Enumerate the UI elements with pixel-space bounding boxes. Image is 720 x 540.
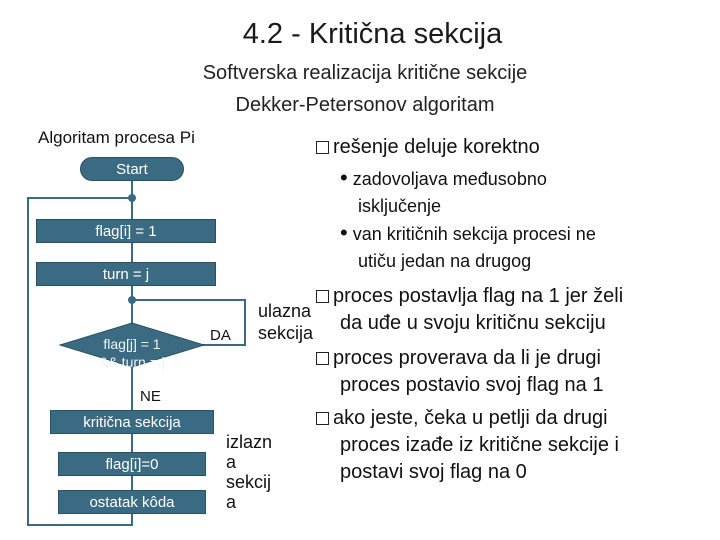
decision-condition (82, 335, 182, 371)
entry-line-1: ulazna (258, 301, 312, 321)
note-1-sub-1: • zadovoljava međusobno isključenje (340, 165, 547, 216)
note-1: rešenje deluje korektno (316, 136, 540, 159)
set-flag-box: flag[i] = 1 (36, 219, 216, 243)
square-bullet-icon (316, 412, 329, 425)
remainder-box: ostatak kôda (58, 490, 206, 514)
exit-line-1: izlazn (226, 432, 273, 452)
no-label: NE (140, 388, 161, 405)
reset-flag-box: flag[i]=0 (58, 452, 206, 476)
set-turn-box: turn = j (36, 262, 216, 286)
entry-line-2: sekcija (258, 323, 314, 343)
yes-label: DA (210, 327, 231, 344)
exit-line-2: a (226, 452, 237, 472)
entry-section-label (258, 300, 313, 344)
square-bullet-icon (316, 141, 329, 154)
algorithm-name: Dekker-Petersonov algoritam (235, 94, 495, 116)
dot-bullet-icon: • (340, 165, 348, 190)
note-4: ako jeste, čeka u petlji da drugi proces izađe iz kritične sekcije i postavi svoj flag na 0 (316, 405, 619, 486)
note-2: proces postavlja flag na 1 jer želi da uđe u svoju kritičnu sekciju (316, 283, 623, 337)
slide-subtitle: Softverska realizacija kritične sekcije (202, 62, 528, 84)
exit-section-label (226, 432, 272, 512)
decision-line-2: && turn = j (99, 354, 165, 370)
start-terminal: Start (80, 157, 184, 181)
note-1-sub-2: • van kritičnih sekcija procesi ne utiču jedan na drugog (340, 220, 596, 271)
dot-bullet-icon: • (340, 220, 348, 245)
note-3: proces proverava da li je drugi proces postavio svoj flag na 1 (316, 345, 604, 399)
square-bullet-icon (316, 352, 329, 365)
flowchart-label: Algoritam procesa Pi (38, 128, 195, 147)
exit-line-3: sekcij (226, 472, 272, 492)
decision-line-1: flag[j] = 1 (103, 336, 161, 352)
slide-title: 4.2 - Kritična sekcija (242, 18, 503, 50)
exit-line-4: a (226, 492, 237, 512)
square-bullet-icon (316, 290, 329, 303)
critical-section-box: kritična sekcija (50, 410, 214, 434)
